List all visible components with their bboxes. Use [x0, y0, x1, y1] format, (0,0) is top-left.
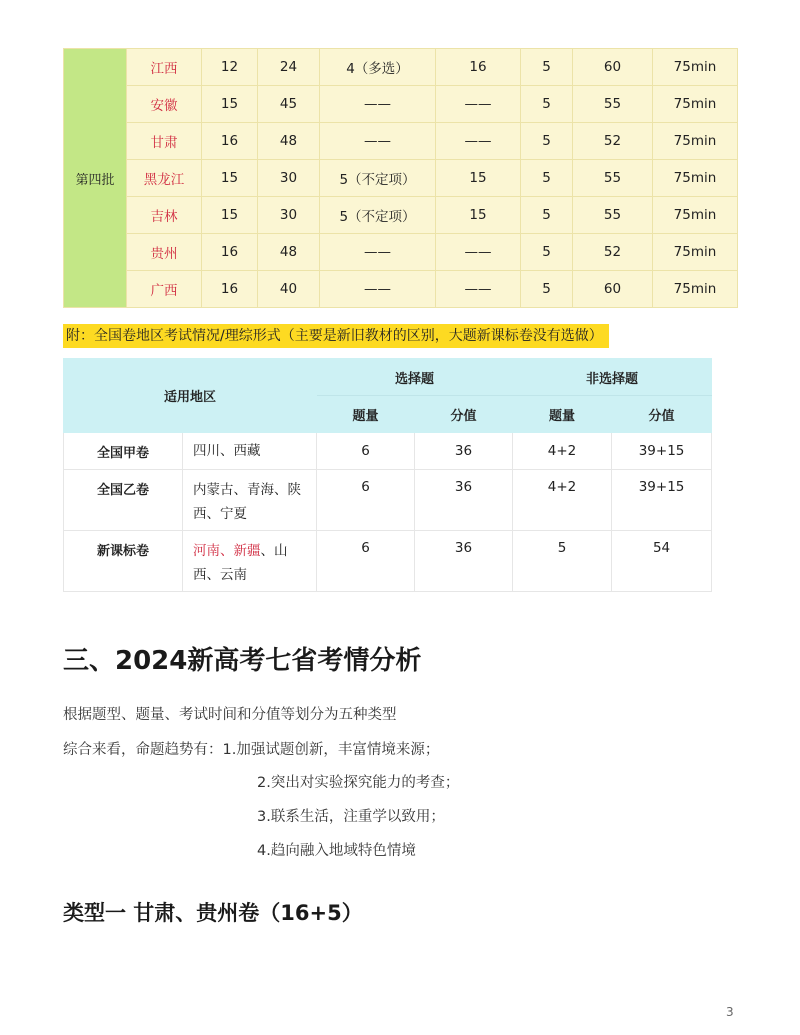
header-nonchoice-count: 题量: [513, 396, 612, 433]
table-row: [64, 470, 712, 531]
header-choice-score: 分值: [415, 396, 513, 433]
table-cell: 15: [202, 197, 258, 234]
table-cell: 36: [415, 433, 513, 470]
table-cell: 5: [521, 197, 573, 234]
region-highlight: 河南、新疆: [193, 543, 261, 559]
table-cell: 5: [513, 531, 612, 592]
national-exam-table: [63, 358, 712, 592]
table-cell: 75min: [653, 49, 738, 86]
table-cell: 36: [415, 470, 513, 531]
table-row: [64, 86, 738, 123]
table-cell: 45: [258, 86, 320, 123]
table-cell: 75min: [653, 123, 738, 160]
table-row: [64, 160, 738, 197]
table-cell: 52: [573, 234, 653, 271]
table-cell: 40: [258, 271, 320, 308]
table-cell: 16: [436, 49, 521, 86]
province-cell: 江西: [127, 49, 202, 86]
table-cell: ——: [320, 271, 436, 308]
table-cell: 15: [202, 86, 258, 123]
table-row: [64, 49, 738, 86]
page-number: 3: [726, 1005, 734, 1019]
table-cell: 55: [573, 160, 653, 197]
table-cell: 6: [317, 433, 415, 470]
header-choice-count: 题量: [317, 396, 415, 433]
table-header-row: [64, 359, 712, 396]
subsection-heading: 类型一 甘肃、贵州卷（16+5）: [63, 901, 363, 925]
table-cell: 5: [521, 234, 573, 271]
table-cell: 15: [436, 197, 521, 234]
province-cell: 广西: [127, 271, 202, 308]
table-cell: ——: [320, 123, 436, 160]
table-cell: 5（不定项）: [320, 160, 436, 197]
header-nonchoice: 非选择题: [513, 359, 712, 396]
highlighted-note: 附：全国卷地区考试情况/理综形式（主要是新旧教材的区别，大题新课标卷没有选做）: [63, 324, 609, 348]
region-cell: [183, 470, 317, 531]
table-cell: 15: [436, 160, 521, 197]
table-cell: 16: [202, 234, 258, 271]
table-cell: 39+15: [612, 470, 712, 531]
section-heading: 三、2024新高考七省考情分析: [63, 646, 422, 676]
province-cell: 甘肃: [127, 123, 202, 160]
table-cell: 4+2: [513, 433, 612, 470]
table-cell: ——: [436, 234, 521, 271]
table-cell: 6: [317, 531, 415, 592]
province-cell: 吉林: [127, 197, 202, 234]
table-cell: 5: [521, 160, 573, 197]
table-cell: 5: [521, 123, 573, 160]
list-item: 2.突出对实验探究能力的考查；: [257, 775, 460, 791]
exam-table-batch4: [63, 48, 738, 308]
table-cell: 16: [202, 123, 258, 160]
paragraph: 根据题型、题量、考试时间和分值等划分为五种类型: [63, 707, 397, 723]
table-cell: 5: [521, 271, 573, 308]
province-cell: 黑龙江: [127, 160, 202, 197]
table-row: [64, 271, 738, 308]
table-cell: 55: [573, 197, 653, 234]
header-choice: 选择题: [317, 359, 513, 396]
table-cell: 30: [258, 160, 320, 197]
exam-name: 新课标卷: [64, 531, 183, 592]
table-cell: 39+15: [612, 433, 712, 470]
table-cell: 48: [258, 123, 320, 160]
table-row: [64, 531, 712, 592]
table-cell: 75min: [653, 86, 738, 123]
table-row: [64, 123, 738, 160]
table-cell: 75min: [653, 197, 738, 234]
table-cell: ——: [320, 86, 436, 123]
table-cell: 16: [202, 271, 258, 308]
region-cell: [183, 531, 317, 592]
table-cell: 30: [258, 197, 320, 234]
table-cell: 60: [573, 49, 653, 86]
table-cell: 15: [202, 160, 258, 197]
region-cell: [183, 433, 317, 470]
table-cell: ——: [436, 271, 521, 308]
table-cell: 5: [521, 49, 573, 86]
table-row: [64, 433, 712, 470]
exam-name: 全国甲卷: [64, 433, 183, 470]
list-item: 4.趋向融入地域特色情境: [257, 843, 416, 859]
table-cell: 36: [415, 531, 513, 592]
table-cell: 6: [317, 470, 415, 531]
table-cell: ——: [436, 86, 521, 123]
header-region: 适用地区: [64, 359, 317, 433]
table-cell: 52: [573, 123, 653, 160]
table-cell: 55: [573, 86, 653, 123]
table-cell: 75min: [653, 234, 738, 271]
table-cell: 12: [202, 49, 258, 86]
table-cell: 75min: [653, 160, 738, 197]
region-text: 、山西、云南: [193, 543, 288, 583]
table-row: [64, 197, 738, 234]
province-cell: 安徽: [127, 86, 202, 123]
header-nonchoice-score: 分值: [612, 396, 712, 433]
table-cell: ——: [320, 234, 436, 271]
region-text: 内蒙古、青海、陕西、宁夏: [193, 482, 301, 522]
table-row: [64, 234, 738, 271]
table-cell: 4（多选）: [320, 49, 436, 86]
batch-label: 第四批: [64, 49, 127, 308]
table-cell: 5: [521, 86, 573, 123]
province-cell: 贵州: [127, 234, 202, 271]
list-item: 3.联系生活，注重学以致用；: [257, 809, 445, 825]
table-cell: 4+2: [513, 470, 612, 531]
table-cell: 5（不定项）: [320, 197, 436, 234]
table-cell: 54: [612, 531, 712, 592]
table-cell: 75min: [653, 271, 738, 308]
paragraph: 综合来看，命题趋势有：1.加强试题创新，丰富情境来源；: [63, 742, 440, 758]
table-cell: 48: [258, 234, 320, 271]
exam-name: 全国乙卷: [64, 470, 183, 531]
table-cell: ——: [436, 123, 521, 160]
table-cell: 60: [573, 271, 653, 308]
region-text: 四川、西藏: [193, 443, 261, 459]
table-cell: 24: [258, 49, 320, 86]
